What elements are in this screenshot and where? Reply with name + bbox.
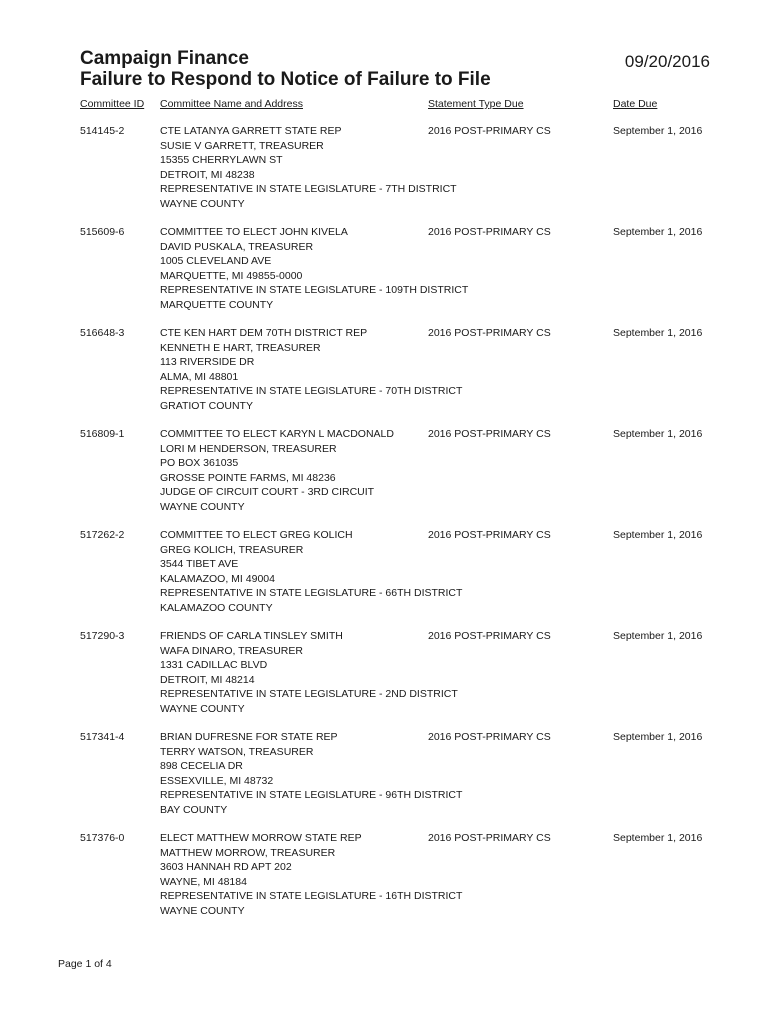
report-title: Campaign Finance [80, 48, 249, 69]
date-due: September 1, 2016 [613, 731, 703, 743]
committee-record [80, 124, 710, 225]
committee-detail-line: JUDGE OF CIRCUIT COURT - 3RD CIRCUIT [160, 486, 375, 499]
committee-name: FRIENDS OF CARLA TINSLEY SMITH [160, 630, 343, 642]
committee-id: 516648-3 [80, 327, 125, 339]
committee-record [80, 831, 710, 932]
committee-detail-line: 3603 HANNAH RD APT 202 [160, 861, 292, 874]
statement-type-due: 2016 POST-PRIMARY CS [428, 226, 551, 238]
date-due: September 1, 2016 [613, 327, 703, 339]
committee-detail-line: REPRESENTATIVE IN STATE LEGISLATURE - 70TH DISTRICT [160, 385, 463, 398]
committee-detail-line: GRATIOT COUNTY [160, 399, 253, 412]
committee-detail-line: 3544 TIBET AVE [160, 558, 239, 571]
committee-detail-line: GREG KOLICH, TREASURER [160, 543, 304, 556]
committee-detail-line: REPRESENTATIVE IN STATE LEGISLATURE - 2ND DISTRICT [160, 688, 458, 701]
page-number: Page 1 of 4 [58, 958, 112, 970]
statement-type-due: 2016 POST-PRIMARY CS [428, 832, 551, 844]
committee-detail-line: DETROIT, MI 48214 [160, 673, 255, 686]
date-due: September 1, 2016 [613, 529, 703, 541]
committee-id: 517262-2 [80, 529, 125, 541]
committee-name: BRIAN DUFRESNE FOR STATE REP [160, 731, 338, 743]
date-due: September 1, 2016 [613, 226, 703, 238]
statement-type-due: 2016 POST-PRIMARY CS [428, 125, 551, 137]
date-due: September 1, 2016 [613, 125, 703, 137]
committee-name: COMMITTEE TO ELECT KARYN L MACDONALD [160, 428, 394, 440]
committee-record [80, 427, 710, 528]
column-header-committee-name-address: Committee Name and Address [160, 98, 303, 110]
committee-detail-line: KENNETH E HART, TREASURER [160, 341, 321, 354]
committee-detail-line: REPRESENTATIVE IN STATE LEGISLATURE - 109TH DISTRICT [160, 284, 469, 297]
committee-detail-line: WAFA DINARO, TREASURER [160, 644, 303, 657]
committee-detail-line: KALAMAZOO, MI 49004 [160, 572, 275, 585]
statement-type-due: 2016 POST-PRIMARY CS [428, 327, 551, 339]
committee-detail-line: 1005 CLEVELAND AVE [160, 255, 272, 268]
committee-id: 516809-1 [80, 428, 125, 440]
committee-detail-line: 113 RIVERSIDE DR [160, 356, 255, 369]
committee-name: CTE KEN HART DEM 70TH DISTRICT REP [160, 327, 368, 339]
committee-detail-line: REPRESENTATIVE IN STATE LEGISLATURE - 16TH DISTRICT [160, 890, 463, 903]
committee-detail-line: ALMA, MI 48801 [160, 370, 239, 383]
committee-name: ELECT MATTHEW MORROW STATE REP [160, 832, 362, 844]
column-header-statement-type-due: Statement Type Due [428, 98, 524, 110]
committee-detail-line: REPRESENTATIVE IN STATE LEGISLATURE - 7TH DISTRICT [160, 183, 457, 196]
committee-detail-line: REPRESENTATIVE IN STATE LEGISLATURE - 96TH DISTRICT [160, 789, 463, 802]
committee-record [80, 629, 710, 730]
statement-type-due: 2016 POST-PRIMARY CS [428, 630, 551, 642]
committee-detail-line: DETROIT, MI 48238 [160, 168, 255, 181]
committee-record [80, 528, 710, 629]
committee-detail-line: WAYNE COUNTY [160, 904, 245, 917]
committee-id: 514145-2 [80, 125, 125, 137]
committee-detail-line: 1331 CADILLAC BLVD [160, 659, 268, 672]
committee-detail-line: BAY COUNTY [160, 803, 228, 816]
statement-type-due: 2016 POST-PRIMARY CS [428, 529, 551, 541]
committee-detail-line: ESSEXVILLE, MI 48732 [160, 774, 274, 787]
report-subtitle: Failure to Respond to Notice of Failure to File [80, 69, 491, 90]
committee-detail-line: WAYNE COUNTY [160, 702, 245, 715]
committee-detail-line: MARQUETTE COUNTY [160, 298, 274, 311]
committee-detail-line: WAYNE COUNTY [160, 197, 245, 210]
committee-detail-line: TERRY WATSON, TREASURER [160, 745, 314, 758]
committee-detail-line: WAYNE, MI 48184 [160, 875, 247, 888]
committee-detail-line: WAYNE COUNTY [160, 500, 245, 513]
committee-detail-line: 898 CECELIA DR [160, 760, 243, 773]
committee-record [80, 326, 710, 427]
statement-type-due: 2016 POST-PRIMARY CS [428, 428, 551, 440]
committee-record [80, 225, 710, 326]
committee-detail-line: 15355 CHERRYLAWN ST [160, 154, 283, 167]
committee-detail-line: REPRESENTATIVE IN STATE LEGISLATURE - 66TH DISTRICT [160, 587, 463, 600]
report-header [80, 48, 710, 90]
committee-records [80, 124, 710, 932]
date-due: September 1, 2016 [613, 428, 703, 440]
committee-detail-line: MARQUETTE, MI 49855-0000 [160, 269, 303, 282]
committee-id: 517376-0 [80, 832, 125, 844]
statement-type-due: 2016 POST-PRIMARY CS [428, 731, 551, 743]
committee-detail-line: MATTHEW MORROW, TREASURER [160, 846, 336, 859]
committee-name: CTE LATANYA GARRETT STATE REP [160, 125, 342, 137]
committee-record [80, 730, 710, 831]
date-due: September 1, 2016 [613, 630, 703, 642]
committee-detail-line: GROSSE POINTE FARMS, MI 48236 [160, 471, 336, 484]
report-date: 09/20/2016 [624, 52, 710, 71]
column-header-date-due: Date Due [613, 98, 658, 110]
committee-name: COMMITTEE TO ELECT GREG KOLICH [160, 529, 353, 541]
committee-detail-line: SUSIE V GARRETT, TREASURER [160, 139, 324, 152]
date-due: September 1, 2016 [613, 832, 703, 844]
committee-id: 517341-4 [80, 731, 125, 743]
committee-detail-line: LORI M HENDERSON, TREASURER [160, 442, 337, 455]
committee-detail-line: KALAMAZOO COUNTY [160, 601, 273, 614]
committee-id: 515609-6 [80, 226, 125, 238]
column-header-committee-id: Committee ID [80, 98, 145, 110]
committee-detail-line: PO BOX 361035 [160, 457, 239, 470]
committee-name: COMMITTEE TO ELECT JOHN KIVELA [160, 226, 348, 238]
committee-detail-line: DAVID PUSKALA, TREASURER [160, 240, 314, 253]
committee-id: 517290-3 [80, 630, 125, 642]
